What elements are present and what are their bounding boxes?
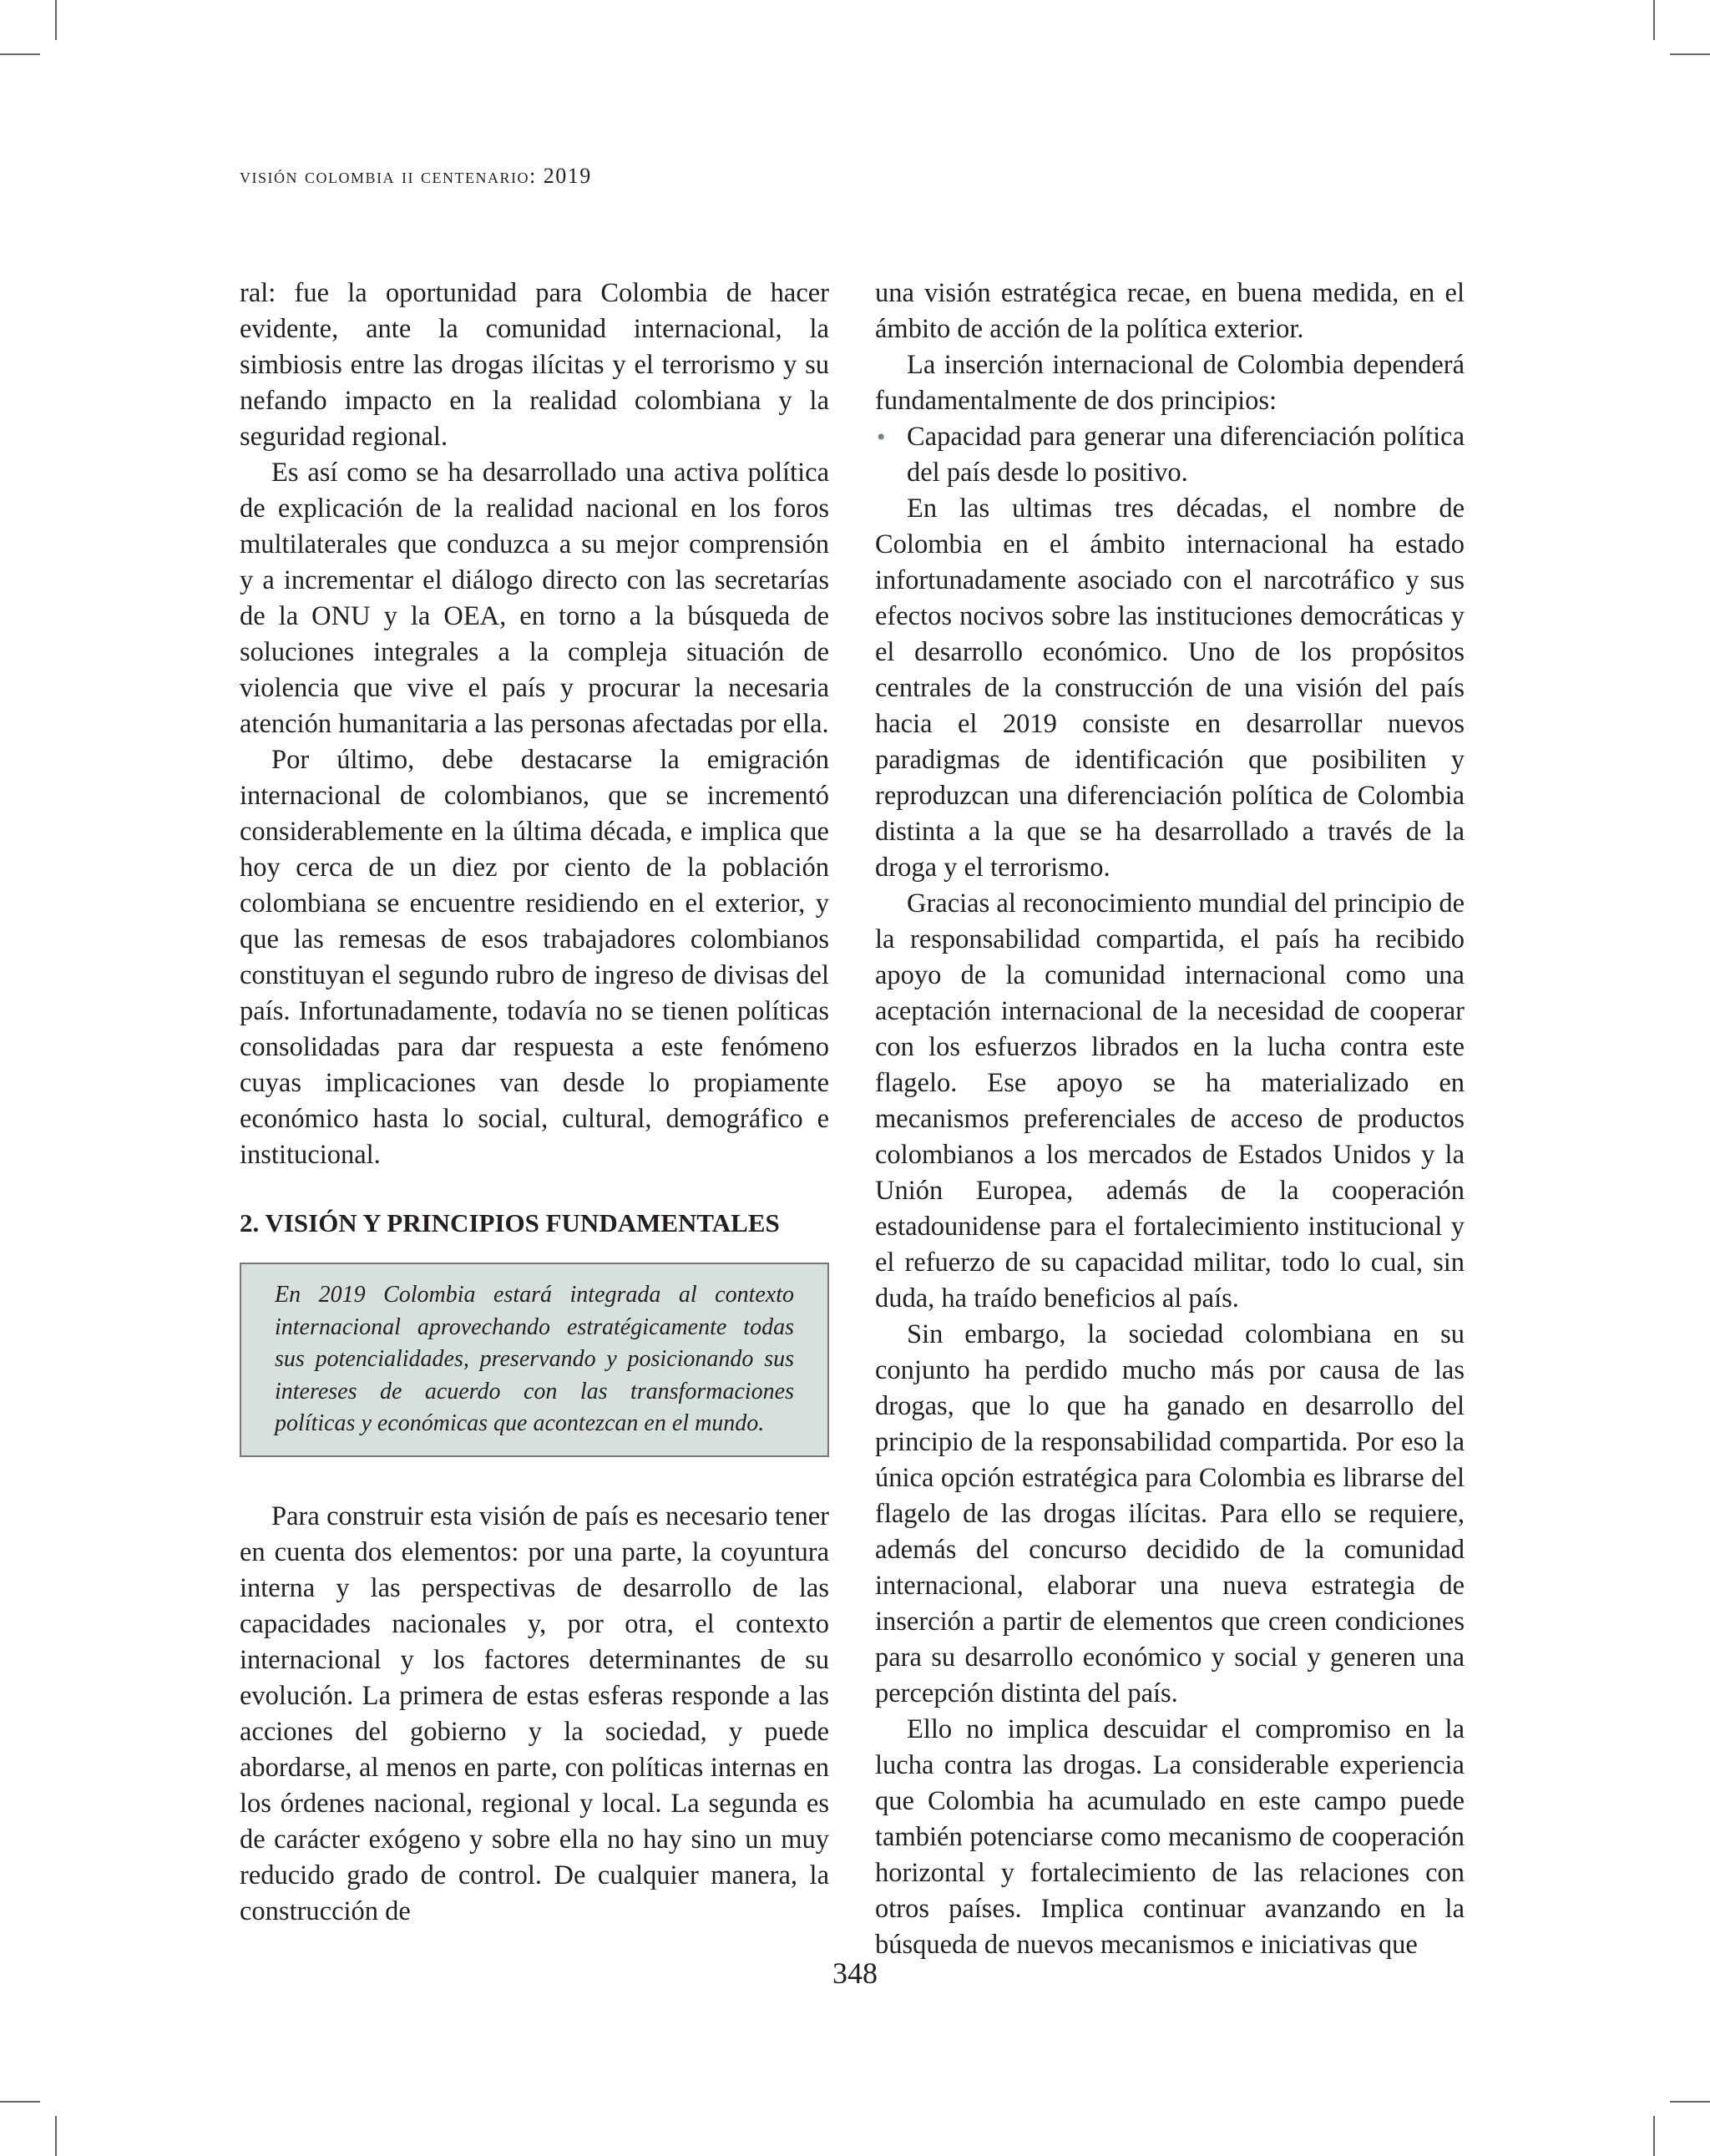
bullet-item — [875, 419, 1465, 491]
page-number: 348 — [832, 1956, 878, 1990]
paragraph: Sin embargo, la sociedad colombiana en su conjunto ha perdido mucho más por causa de las drogas, que lo que ha ganado en desarrollo del principio de la responsabilidad compartida. Por eso la única opción estratégica para Colombia es librarse del flagelo de las drogas ilícitas. Para ello se requiere, además del concurso decidido de la comunidad internacional, elaborar una nueva estrategia de inserción a partir de elementos que creen condiciones para su desarrollo económico y social y generen una percepción distinta del país. — [875, 1319, 1465, 1708]
crop-mark — [55, 2116, 57, 2156]
crop-mark — [0, 2101, 40, 2103]
paragraph: Para construir esta visión de país es necesario tener en cuenta dos elementos: por una parte, la coyuntura interna y las perspectivas de desarrollo de las capacidades nacionales y, por otra, el contexto internacional y los factores determinantes de su evolución. La primera de estas esferas responde a las acciones del gobierno y la sociedad, y puede abordarse, al menos en parte, con políticas internas en los órdenes nacional, regional y local. La segunda es de carácter exógeno y sobre ella no hay sino un muy reducido grado de control. De cualquier manera, la construcción de — [240, 1501, 829, 1926]
right-column — [875, 276, 1465, 1963]
paragraph: una visión estratégica recae, en buena medida, en el ámbito de acción de la política exterior. — [875, 278, 1465, 344]
crop-mark — [1670, 2101, 1710, 2103]
paragraph: La inserción internacional de Colombia dependerá fundamentalmente de dos principios: — [875, 350, 1465, 416]
bullet-icon: • — [877, 423, 886, 451]
vision-callout: En 2019 Colombia estará integrada al contexto internacional aprovechando estratégicamente todas sus potencialidades, preservando y posicionando sus intereses de acuerdo con las transformaciones políticas y económicas que acontezcan en el mundo. — [240, 1263, 829, 1457]
crop-mark — [1653, 2116, 1655, 2156]
paragraph: ral: fue la oportunidad para Colombia de hacer evidente, ante la comunidad internacional, la simbiosis entre las drogas ilícitas y el terrorismo y su nefando impacto en la realidad colombiana y la seguridad regional. — [240, 278, 829, 452]
left-column — [240, 276, 829, 1930]
crop-mark — [1670, 53, 1710, 55]
crop-mark — [0, 53, 40, 55]
bullet-text: Capacidad para generar una diferenciación política del país desde lo positivo. — [907, 422, 1465, 488]
paragraph: En las ultimas tres décadas, el nombre de Colombia en el ámbito internacional ha estado infortunadamente asociado con el narcotráfico y sus efectos nocivos sobre las instituciones democráticas y el desarrollo económico. Uno de los propósitos centrales de la construcción de una visión del país hacia el 2019 consiste en desarrollar nuevos paradigmas de identificación que posibiliten y reproduzcan una diferenciación política de Colombia distinta a la que se ha desarrollado a través de la droga y el terrorismo. — [875, 493, 1465, 883]
running-head: visión colombia ii centenario: 2019 — [240, 164, 592, 188]
paragraph: Es así como se ha desarrollado una activa política de explicación de la realidad nacional en los foros multilaterales que conduzca a su mejor comprensión y a incrementar el diálogo directo con las secretarías de la ONU y la OEA, en torno a la búsqueda de soluciones integrales a la compleja situación de violencia que vive el país y procurar la necesaria atención humanitaria a las personas afectadas por ella. — [240, 458, 829, 739]
crop-mark — [55, 0, 57, 40]
paragraph: Gracias al reconocimiento mundial del principio de la responsabilidad compartida, el país ha recibido apoyo de la comunidad internacional como una aceptación internacional de la necesidad de cooperar con los esfuerzos librados en la lucha contra este flagelo. Ese apoyo se ha materializado en mecanismos preferenciales de acceso de productos colombianos a los mercados de Estados Unidos y la Unión Europea, además de la cooperación estadounidense para el fortalecimiento institucional y el refuerzo de su capacidad militar, todo lo cual, sin duda, ha traído beneficios al país. — [875, 888, 1465, 1313]
paragraph: Por último, debe destacarse la emigración internacional de colombianos, que se incrementó considerablemente en la última década, e implica que hoy cerca de un diez por ciento de la población colombiana se encuentre residiendo en el exterior, y que las remesas de esos trabajadores colombianos constituyan el segundo rubro de ingreso de divisas del país. Infortunadamente, todavía no se tienen políticas consolidadas para dar respuesta a este fenómeno cuyas implicaciones van desde lo propiamente económico hasta lo social, cultural, demográfico e institucional. — [240, 745, 829, 1170]
crop-mark — [1653, 0, 1655, 40]
section-title: 2. VISIÓN Y PRINCIPIOS FUNDAMENTALES — [240, 1208, 780, 1237]
paragraph: Ello no implica descuidar el compromiso en la lucha contra las drogas. La considerable experiencia que Colombia ha acumulado en este campo puede también potenciarse como mecanismo de cooperación horizontal y fortalecimiento de las relaciones con otros países. Implica continuar avanzando en la búsqueda de nuevos mecanismos e iniciativas que — [875, 1714, 1465, 1960]
